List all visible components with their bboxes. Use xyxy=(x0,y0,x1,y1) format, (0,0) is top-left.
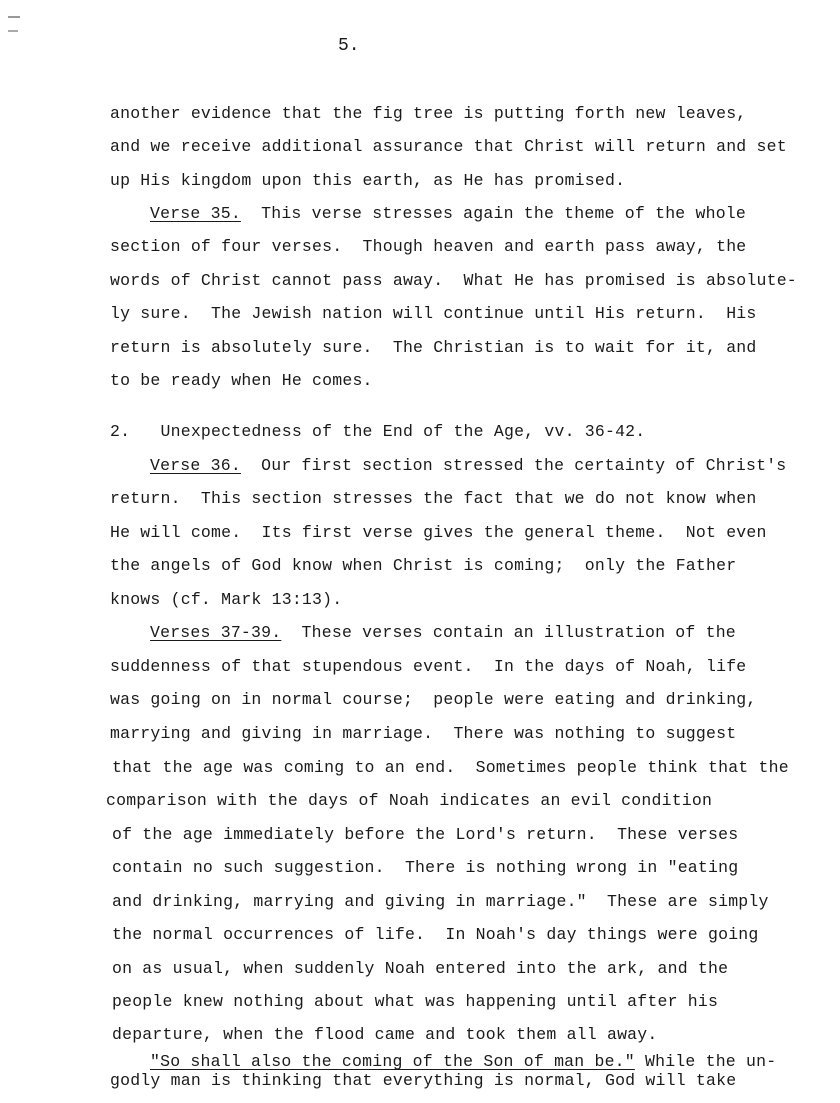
page-number: 5. xyxy=(338,36,360,56)
text-line: Verses 37-39. These verses contain an illustration of the xyxy=(150,623,736,642)
text-line: on as usual, when suddenly Noah entered into the ark, and the xyxy=(112,959,729,978)
text-line: and drinking, marrying and giving in marriage." These are simply xyxy=(112,892,769,911)
text-line: was going on in normal course; people were eating and drinking, xyxy=(110,690,757,709)
margin-mark xyxy=(8,30,18,32)
text-line: another evidence that the fig tree is putting forth new leaves, xyxy=(110,104,747,123)
text-line: contain no such suggestion. There is nothing wrong in "eating xyxy=(112,858,739,877)
text-line: "So shall also the coming of the Son of man be." While the un- xyxy=(150,1052,777,1071)
text-line: the angels of God know when Christ is coming; only the Father xyxy=(110,556,737,575)
text-line: Verse 35. This verse stresses again the theme of the whole xyxy=(150,204,747,223)
text-line: to be ready when He comes. xyxy=(110,371,373,390)
section-heading: 2. Unexpectedness of the End of the Age, vv. 36-42. xyxy=(110,422,646,441)
text-line: words of Christ cannot pass away. What He has promised is absolute- xyxy=(110,271,797,290)
text-line: ly sure. The Jewish nation will continue until His return. His xyxy=(110,304,757,323)
text-line: Verse 36. Our first section stressed the certainty of Christ's xyxy=(150,456,787,475)
text-line: the normal occurrences of life. In Noah's day things were going xyxy=(112,925,759,944)
margin-mark xyxy=(8,16,20,18)
verse-heading: Verse 36. xyxy=(150,456,241,475)
text-line: return. This section stresses the fact that we do not know when xyxy=(110,489,757,508)
text-line: and we receive additional assurance that Christ will return and set xyxy=(110,137,787,156)
text-line: comparison with the days of Noah indicates an evil condition xyxy=(106,791,713,810)
text-line: marrying and giving in marriage. There was nothing to suggest xyxy=(110,724,737,743)
text-line: godly man is thinking that everything is normal, God will take xyxy=(110,1071,737,1090)
text-line: up His kingdom upon this earth, as He has promised. xyxy=(110,171,626,190)
verse-heading: Verses 37-39. xyxy=(150,623,282,642)
text-line: knows (cf. Mark 13:13). xyxy=(110,590,343,609)
text-line: suddenness of that stupendous event. In the days of Noah, life xyxy=(110,657,747,676)
text-line: section of four verses. Though heaven and earth pass away, the xyxy=(110,237,747,256)
text-line: that the age was coming to an end. Sometimes people think that the xyxy=(112,758,789,777)
text-line: return is absolutely sure. The Christian is to wait for it, and xyxy=(110,338,757,357)
text-line: He will come. Its first verse gives the general theme. Not even xyxy=(110,523,767,542)
text-line: of the age immediately before the Lord's return. These verses xyxy=(112,825,739,844)
text-line: people knew nothing about what was happening until after his xyxy=(112,992,719,1011)
text-line: departure, when the flood came and took them all away. xyxy=(112,1025,658,1044)
verse-heading: Verse 35. xyxy=(150,204,241,223)
scripture-quote: "So shall also the coming of the Son of man be." xyxy=(150,1052,635,1071)
